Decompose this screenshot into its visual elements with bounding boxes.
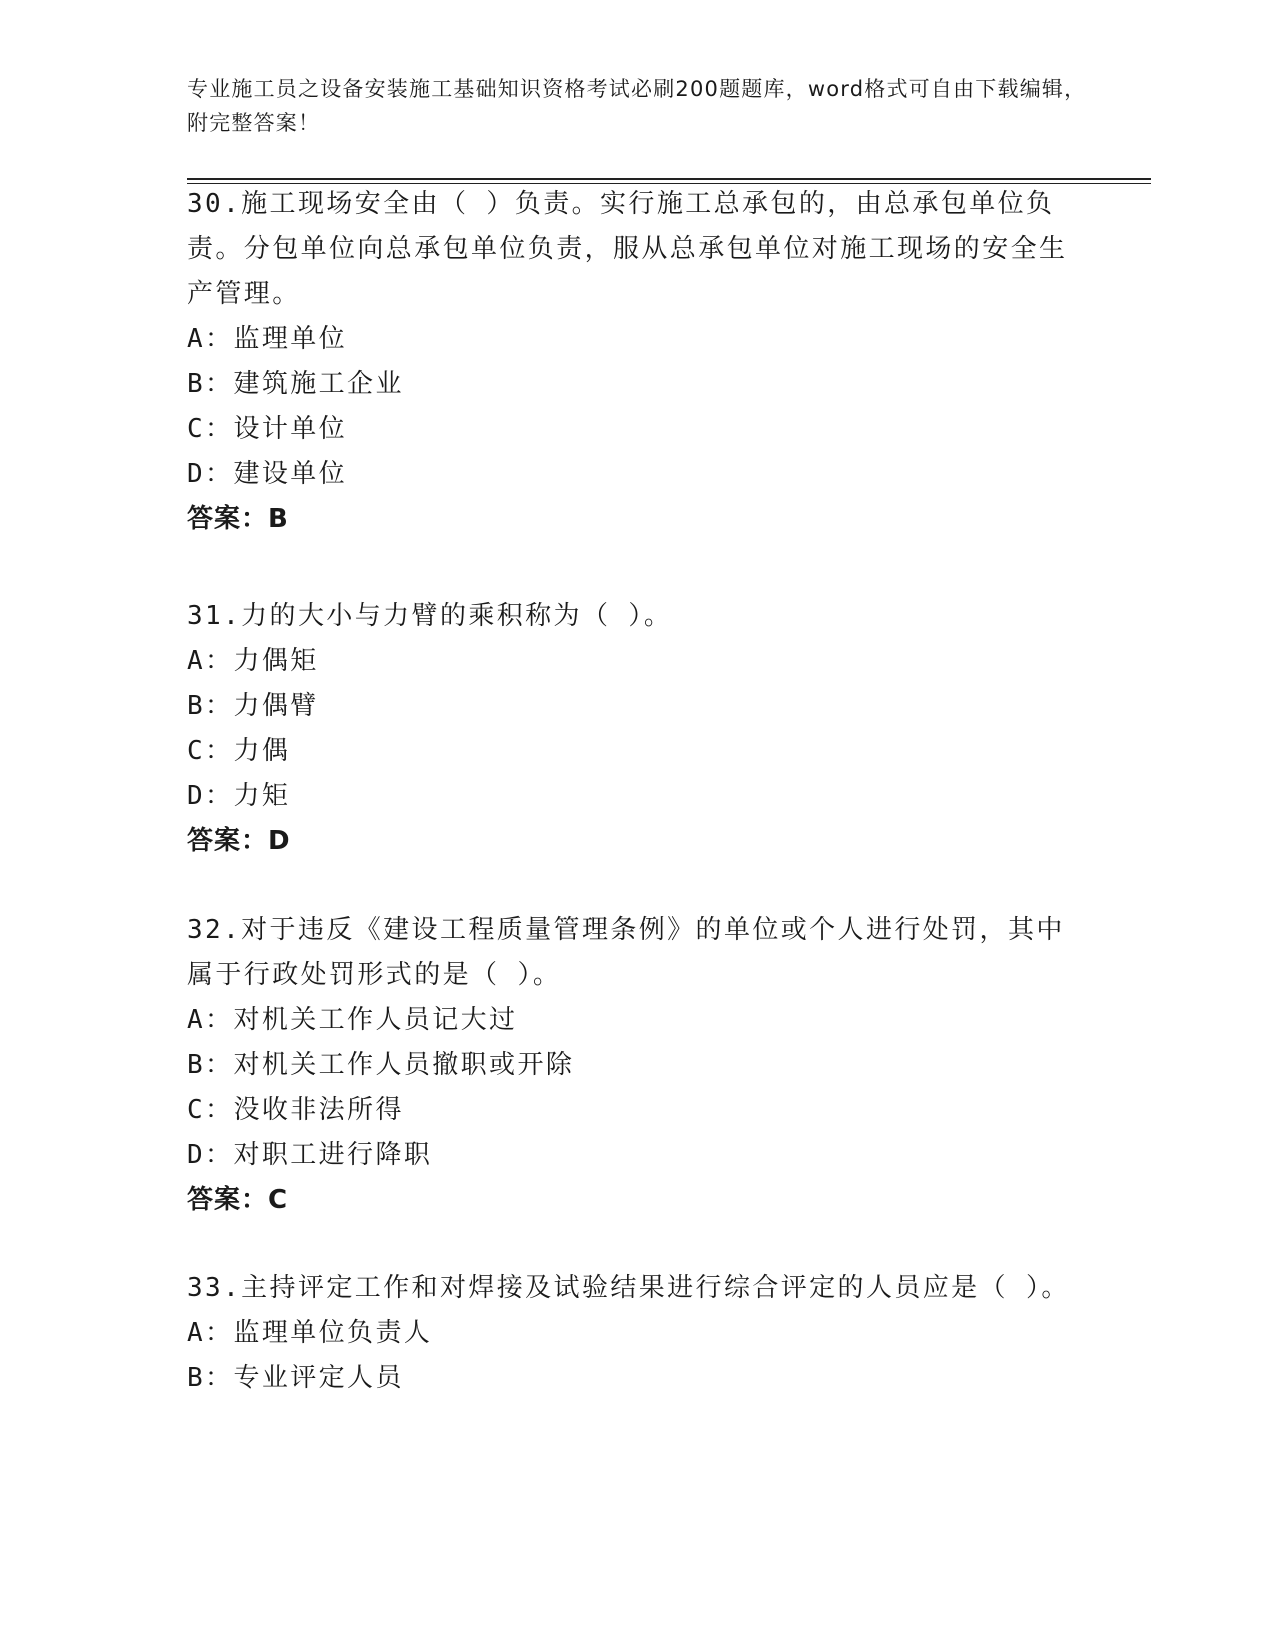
option-a: A：力偶矩 bbox=[187, 646, 319, 676]
question-30 bbox=[187, 182, 1087, 542]
option-c: C：力偶 bbox=[187, 736, 291, 766]
question-stem: 30.施工现场安全由（ ）负责。实行施工总承包的，由总承包单位负责。分包单位向总承包单位负责，服从总承包单位对施工现场的安全生产管理。 bbox=[187, 189, 1068, 309]
option-b: B：专业评定人员 bbox=[187, 1363, 404, 1393]
option-c: C：设计单位 bbox=[187, 414, 348, 444]
answer-value: D bbox=[268, 826, 291, 856]
answer-line bbox=[187, 497, 1087, 542]
option-c: C：没收非法所得 bbox=[187, 1095, 404, 1125]
option-a: A：监理单位 bbox=[187, 324, 348, 354]
option-d: D：对职工进行降职 bbox=[187, 1140, 433, 1170]
option-b: B：建筑施工企业 bbox=[187, 369, 404, 399]
option-b: B：对机关工作人员撤职或开除 bbox=[187, 1050, 575, 1080]
answer-label: 答案： bbox=[187, 1185, 269, 1215]
header-divider bbox=[187, 178, 1151, 180]
answer-value: B bbox=[268, 504, 289, 534]
option-a: A：监理单位负责人 bbox=[187, 1318, 433, 1348]
question-31 bbox=[187, 594, 1087, 864]
question-33 bbox=[187, 1266, 1087, 1401]
option-a: A：对机关工作人员记大过 bbox=[187, 1005, 518, 1035]
question-32 bbox=[187, 908, 1087, 1223]
answer-label: 答案： bbox=[187, 504, 269, 534]
option-d: D：力矩 bbox=[187, 781, 291, 811]
answer-line bbox=[187, 1178, 1087, 1223]
document-header: 专业施工员之设备安装施工基础知识资格考试必刷200题题库，word格式可自由下载编辑，附完整答案！ bbox=[187, 77, 1087, 135]
answer-line bbox=[187, 819, 1087, 864]
question-stem: 32.对于违反《建设工程质量管理条例》的单位或个人进行处罚，其中属于行政处罚形式的是（ ）。 bbox=[187, 915, 1065, 990]
answer-value: C bbox=[268, 1185, 289, 1215]
answer-label: 答案： bbox=[187, 826, 269, 856]
question-stem: 31.力的大小与力臂的乘积称为（ ）。 bbox=[187, 601, 673, 631]
option-d: D：建设单位 bbox=[187, 459, 348, 489]
question-stem: 33.主持评定工作和对焊接及试验结果进行综合评定的人员应是（ ）。 bbox=[187, 1273, 1070, 1303]
option-b: B：力偶臂 bbox=[187, 691, 319, 721]
